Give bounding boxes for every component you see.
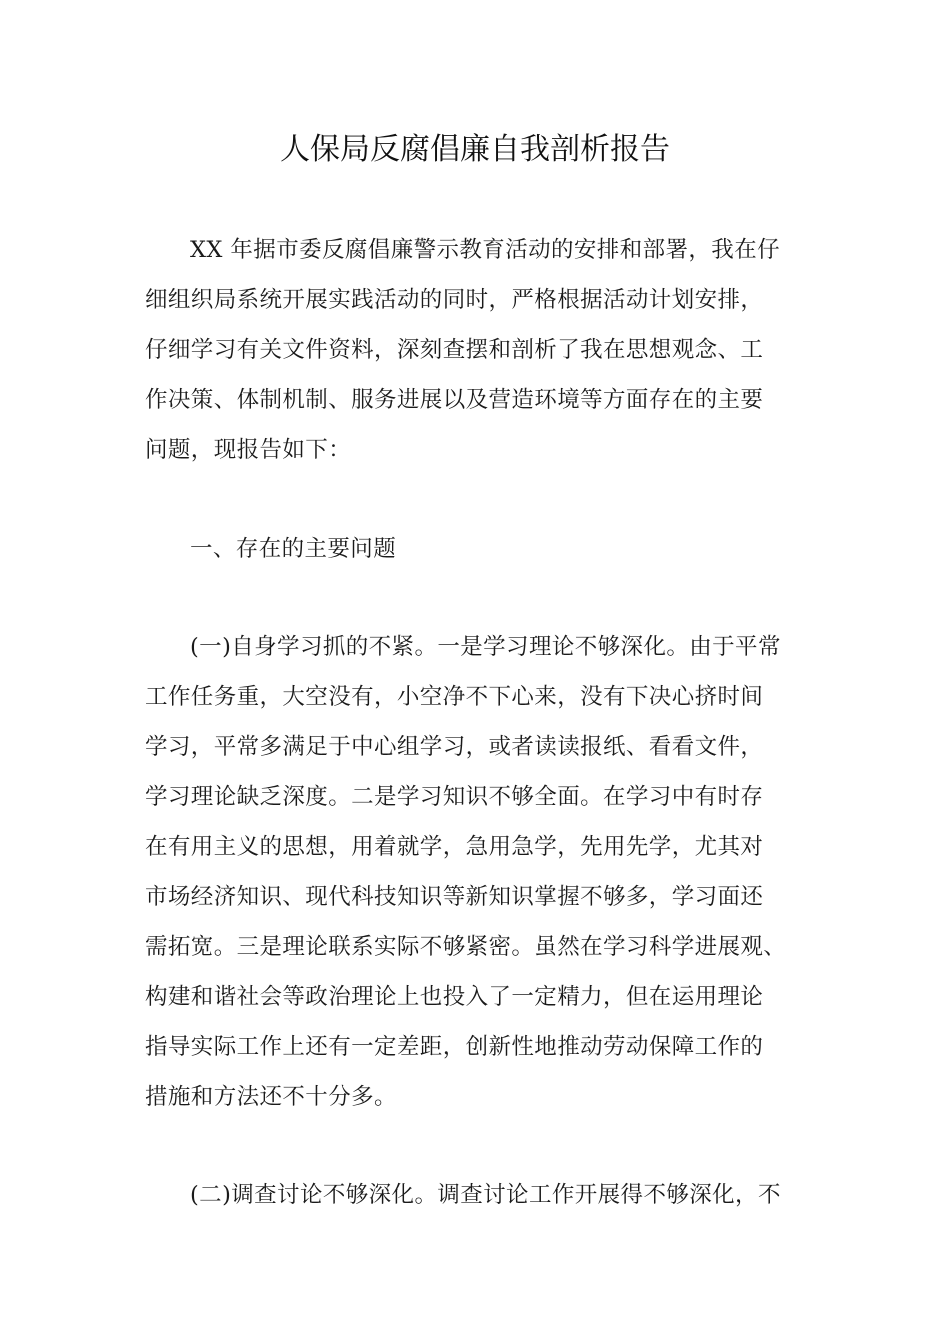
document-title: 人保局反腐倡廉自我剖析报告 xyxy=(280,132,670,167)
intro-line: 作决策、体制机制、服务进展以及营造环境等方面存在的主要 xyxy=(145,387,764,413)
item-1-line: (一)自身学习抓的不紧。一是学习理论不够深化。由于平常 xyxy=(190,634,781,660)
item-1-line: 指导实际工作上还有一定差距，创新性地推动劳动保障工作的 xyxy=(145,1034,764,1060)
item-1-line: 学习理论缺乏深度。二是学习知识不够全面。在学习中有时存 xyxy=(145,784,764,810)
item-2-paragraph xyxy=(145,1170,815,1220)
item-1-line: 措施和方法还不十分多。 xyxy=(145,1084,397,1110)
intro-line: XX 年据市委反腐倡廉警示教育活动的安排和部署，我在仔 xyxy=(190,237,780,263)
item-1-line: 在有用主义的思想，用着就学，急用急学，先用先学，尤其对 xyxy=(145,834,764,860)
item-1-line: 学习，平常多满足于中心组学习，或者读读报纸、看看文件， xyxy=(145,734,764,760)
item-1-line: 市场经济知识、现代科技知识等新知识掌握不够多，学习面还 xyxy=(145,884,764,910)
section-heading xyxy=(145,524,815,574)
intro-line: 细组织局系统开展实践活动的同时，严格根据活动计划安排， xyxy=(145,287,764,313)
item-1-paragraph xyxy=(145,622,815,1122)
intro-line: 问题，现报告如下： xyxy=(145,437,352,463)
intro-paragraph xyxy=(145,225,815,475)
item-1-line: 构建和谐社会等政治理论上也投入了一定精力，但在运用理论 xyxy=(145,984,764,1010)
item-2-line: (二)调查讨论不够深化。调查讨论工作开展得不够深化，不 xyxy=(190,1182,781,1208)
intro-line: 仔细学习有关文件资料，深刻查摆和剖析了我在思想观念、工 xyxy=(145,337,764,363)
item-1-line: 需拓宽。三是理论联系实际不够紧密。虽然在学习科学进展观、 xyxy=(145,934,787,960)
item-1-line: 工作任务重，大空没有，小空净不下心来，没有下决心挤时间 xyxy=(145,684,764,710)
section-1-heading: 一、存在的主要问题 xyxy=(190,536,397,562)
